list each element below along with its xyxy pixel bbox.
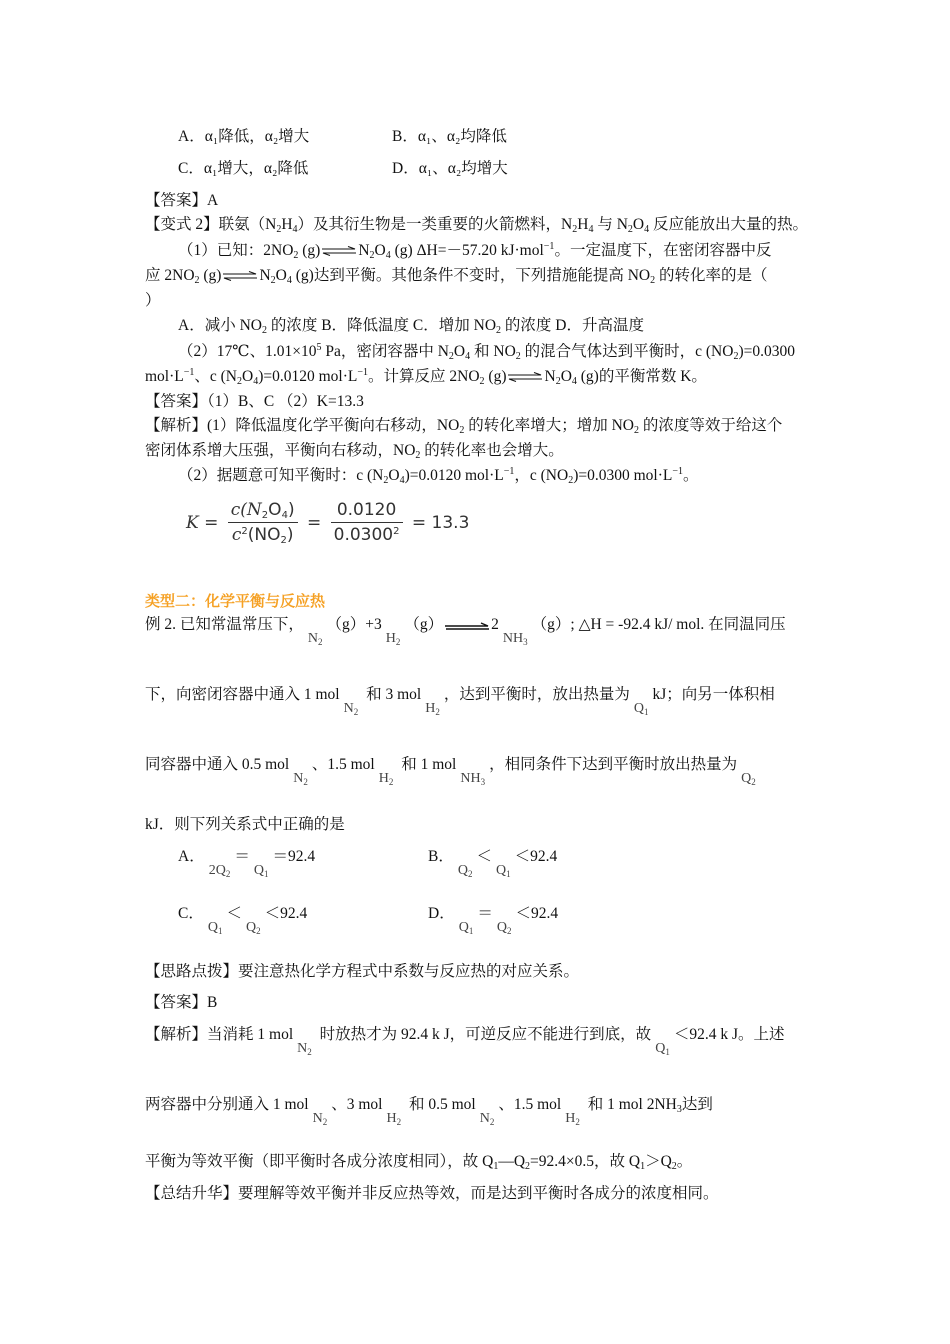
example2-analysis-line1: 【解析】当消耗 1 molN$_2$ 时放热才为 92.4 k J，可逆反应不能进行到底，故$Q_1<92.4$ k J。上述 <box>145 1026 785 1057</box>
part2-line2: $mol\cdot L^{-1}$、c $(N_2O_4)=0.0120$ $mol\cdot L^{-1}$。计算反应 $2NO_2$ (g) $N_2O_4$ (g)的平衡常数 K。 <box>145 367 707 387</box>
fraction-symbolic: $\frac{c(N_2O_4)}{c^2(NO_2)}$ <box>228 500 298 545</box>
example2-analysis-line2: 两容器中分别通入 1 molN$_2$、3 molH$_2$ 和 0.5 molN$_2$、1.5 molH$_2$ 和 1 mol $2NH_3$达到 <box>145 1096 713 1127</box>
example2-answer: 【答案】B <box>145 994 218 1011</box>
example2-line3: 同容器中通入 0.5 molN$_2$、1.5 molH$_2$ 和 1 molNH$_3$，相同条件下达到平衡时放出热量为$Q_2$ <box>145 756 756 787</box>
fraction-numeric: $\frac{0.0120}{0.0300^2}$ <box>331 500 403 545</box>
answer-line: 【答案】A <box>145 192 219 209</box>
summary-line: 【总结升华】要理解等效平衡并非反应热等效，而是达到平衡时各成分的浓度相同。 <box>145 1185 719 1202</box>
example2-option-c: C．$Q_1<Q_2<92.4$ <box>178 905 308 936</box>
part1-line3: ） <box>145 292 161 309</box>
example2-line1: 例 2. 已知常温常压下，$N_2(g)+3H_2(g)$ $2NH_3(g)$; △H = -92.4 kJ/ mol. 在同温同压 <box>145 616 786 647</box>
option-a: A．α₁降低，α₂增大 <box>178 128 310 145</box>
example2-option-d: D．$Q_1=Q_2<92.4$ <box>428 905 559 936</box>
example2-option-a: A．$2Q_2=Q_1=92.4$ <box>178 848 316 879</box>
part2-line1: （2）17℃、$1.01\times 10^5$ Pa，密闭容器中 $N_2O_4$ 和 $NO_2$ 的混合气体达到平衡时，c $(NO_2)=0.0300$ <box>178 342 795 362</box>
option-b: B．α₁、α₂均降低 <box>392 128 507 145</box>
equilibrium-arrow-icon <box>507 372 543 382</box>
part1-line1: （1）已知：$2NO_2$ (g) $N_2O_4$ (g) ΔH=－57.20 kJ·mol$^{-1}$。一定温度下，在密闭容器中反 <box>178 241 772 261</box>
equilibrium-arrow-icon <box>444 620 490 630</box>
analysis-line3: （2）据题意可知平衡时：c $(N_2O_4)=0.0120$ $mol\cdot L^{-1}$，c $(NO_2)=0.0300$ $mol\cdot L^{-1}$。 <box>178 466 699 486</box>
variant-intro: 【变式 2】联氨$(N_2H_4)$及其衍生物是一类重要的火箭燃料，$N_2H_4$ 与 $N_2O_4$ 反应能放出大量的热。 <box>145 216 808 235</box>
example2-line4: kJ．则下列关系式中正确的是 <box>145 816 345 833</box>
example2-line2: 下，向密闭容器中通入 1 molN$_2$ 和 3 molH$_2$，达到平衡时，放出热量为$Q_1kJ$；向另一体积相 <box>145 686 775 717</box>
hint-line: 【思路点拨】要注意热化学方程式中系数与反应热的对应关系。 <box>145 963 580 980</box>
equilibrium-constant-formula: K = $\frac{c(N_2O_4)}{c^2(NO_2)}$ = $\frac{0.0120}{0.0300^2}$ = 13.3 <box>186 500 470 546</box>
example2-analysis-line3: 平衡为等效平衡（即平衡时各成分浓度相同），故 $Q_1—Q_2=92.4\times 0.5$，故 $Q_1>Q_2$。 <box>145 1153 693 1172</box>
equilibrium-arrow-icon <box>321 246 357 256</box>
section-heading: 类型二：化学平衡与反应热 <box>145 592 326 610</box>
part1-line2: 应 $2NO_2$ (g) $N_2O_4$ (g)达到平衡。其他条件不变时，下列措施能提高 $NO_2$ 的转化率的是（ <box>145 267 768 286</box>
variant-answer: 【答案】（1）B、C （2）K=13.3 <box>145 393 364 410</box>
option-c: C．α₁增大，α₂降低 <box>178 160 309 177</box>
analysis-line2: 密闭体系增大压强，平衡向右移动，$NO_2$ 的转化率也会增大。 <box>145 442 564 461</box>
analysis-line1: 【解析】(1）降低温度化学平衡向右移动，$NO_2$ 的转化率增大；增加 $NO_2$ 的浓度等效于给这个 <box>145 417 783 436</box>
option-d: D．α₁、α₂均增大 <box>392 160 508 177</box>
equilibrium-arrow-icon <box>222 271 258 281</box>
example2-option-b: B．$Q_2<Q_1<92.4$ <box>428 848 558 879</box>
part1-options: A．减小 $NO_2$ 的浓度 B．降低温度 C．增加 $NO_2$ 的浓度 D．升高温度 <box>178 317 644 336</box>
